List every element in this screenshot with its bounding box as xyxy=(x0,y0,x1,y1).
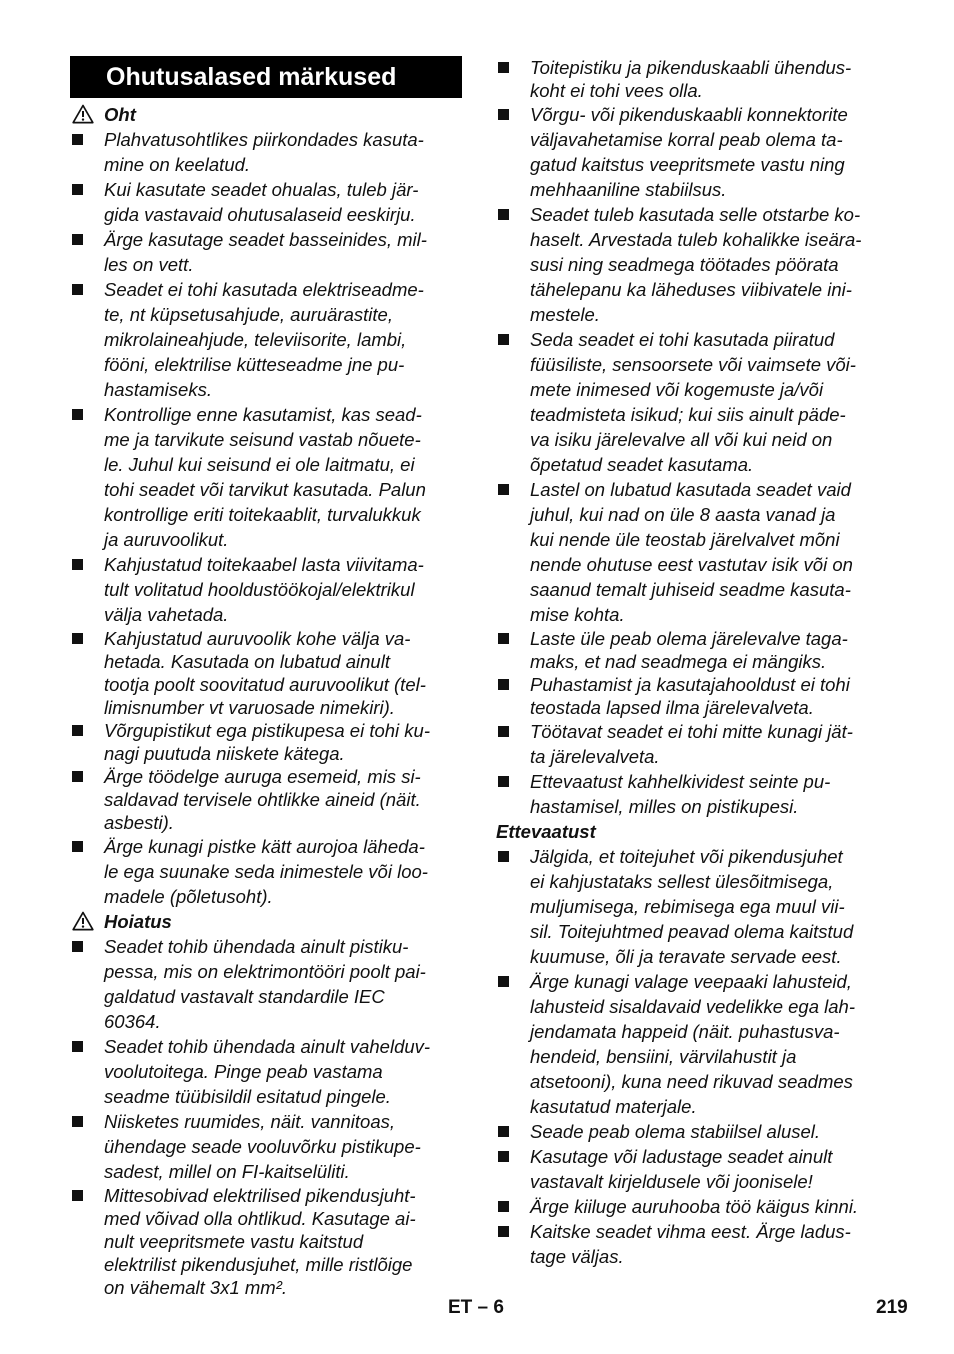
safety-list-item xyxy=(70,177,462,227)
item-text-line: Ärge töödelge auruga esemeid, mis si- xyxy=(104,766,421,787)
item-text-line: hastamiseks. xyxy=(104,379,212,400)
safety-list-item xyxy=(496,719,888,769)
item-text-line: tult volitatud hooldustöökojal/elektrikul xyxy=(104,579,415,600)
square-bullet-icon xyxy=(72,1116,83,1127)
safety-list-item xyxy=(70,227,462,277)
item-text-line: fööni, elektrilise kütteseadme jne pu- xyxy=(104,354,405,375)
square-bullet-icon xyxy=(72,1041,83,1052)
item-text-line: Toitepistiku ja pikenduskaabli ühendus- xyxy=(530,57,852,78)
safety-list-item xyxy=(496,477,888,627)
safety-list-item xyxy=(70,1109,462,1184)
warning-triangle-icon xyxy=(72,104,94,124)
item-text-line: on vähemalt 3x1 mm². xyxy=(104,1277,288,1298)
item-text-line: Kahjustatud auruvoolik kohe välja va- xyxy=(104,628,411,649)
item-text-line: atsetooni), kuna need rikuvad seadmes xyxy=(530,1071,853,1092)
item-text-line: saldavad tervisele ohtlikke aineid (näit. xyxy=(104,789,421,810)
item-text-line: õpetatud seadet kasutama. xyxy=(530,454,754,475)
item-text-line: maks, et nad seadmega ei mängiks. xyxy=(530,651,827,672)
item-text-line: voolutoitega. Pinge peab vastama xyxy=(104,1061,383,1082)
square-bullet-icon xyxy=(498,1151,509,1162)
item-text-line: ta järelevalveta. xyxy=(530,746,660,767)
item-text-line: kasutatud materjale. xyxy=(530,1096,697,1117)
warning-triangle-icon xyxy=(72,911,94,931)
safety-list-item xyxy=(70,127,462,177)
square-bullet-icon xyxy=(72,633,83,644)
safety-list-item xyxy=(496,969,888,1119)
safety-list-item xyxy=(496,673,888,719)
item-text-line: hastamisel, milles on pistikupesi. xyxy=(530,796,799,817)
item-text-line: Seade peab olema stabiilsel alusel. xyxy=(530,1121,821,1142)
item-text-line: va isiku järelevalve all või kui neid on xyxy=(530,429,833,450)
item-text-line: mete inimesed või kogemuste ja/või xyxy=(530,379,824,400)
item-text-line: lahusteid sisaldavaid vedelikke ega lah- xyxy=(530,996,855,1017)
safety-list-item xyxy=(70,552,462,627)
item-text-line: gatud kaitstus veepritsmete vastu ning xyxy=(530,154,845,175)
item-text-line: Laste üle peab olema järelevalve taga- xyxy=(530,628,848,649)
item-text-line: Lastel on lubatud kasutada seadet vaid xyxy=(530,479,851,500)
square-bullet-icon xyxy=(72,841,83,852)
item-text-line: le ega suunake seda inimestele või loo- xyxy=(104,861,428,882)
item-text-line: Puhastamist ja kasutajahooldust ei tohi xyxy=(530,674,850,695)
warning-heading-label: Hoiatus xyxy=(104,911,172,932)
item-text-line: madele (põletusoht). xyxy=(104,886,273,907)
safety-list-item xyxy=(496,56,888,102)
item-text-line: teadmisteta isikud; kui siis ainult päde- xyxy=(530,404,846,425)
item-text-line: nagi puutuda niiskete kätega. xyxy=(104,743,345,764)
item-text-line: saanud temalt juhiseid seadme kasuta- xyxy=(530,579,851,600)
item-text-line: Niisketes ruumides, näit. vannitoas, xyxy=(104,1111,395,1132)
warning-heading xyxy=(70,909,462,934)
item-text-line: seadme tüübisildil esitatud pingele. xyxy=(104,1086,391,1107)
square-bullet-icon xyxy=(498,334,509,345)
item-text-line: sadest, millel on FI-kaitselüliti. xyxy=(104,1161,350,1182)
safety-list-item xyxy=(496,102,888,202)
item-text-line: sil. Toitejuhtmed peavad olema kaitstud xyxy=(530,921,854,942)
item-text-line: mise kohta. xyxy=(530,604,625,625)
square-bullet-icon xyxy=(498,633,509,644)
item-text-line: juhul, kui nad on üle 8 aasta vanad ja xyxy=(530,504,836,525)
item-text-line: kontrollige eriti toitekaablit, turvalukkuk xyxy=(104,504,421,525)
square-bullet-icon xyxy=(498,209,509,220)
item-text-line: vastavalt kirjeldusele või joonisele! xyxy=(530,1171,813,1192)
item-text-line: Võrgupistikut ega pistikupesa ei tohi ku- xyxy=(104,720,430,741)
safety-list-item xyxy=(70,277,462,402)
square-bullet-icon xyxy=(72,771,83,782)
right-column xyxy=(496,56,888,1269)
square-bullet-icon xyxy=(498,976,509,987)
item-text-line: tage väljas. xyxy=(530,1246,624,1267)
item-text-line: asbesti). xyxy=(104,812,174,833)
safety-list-item xyxy=(70,719,462,765)
safety-list-item xyxy=(70,765,462,834)
square-bullet-icon xyxy=(498,109,509,120)
item-text-line: nult veepritsmete vastu kaitstud xyxy=(104,1231,364,1252)
item-text-line: galdatud vastavalt standardile IEC xyxy=(104,986,385,1007)
item-text-line: Ärge kiiluge auruhooba töö käigus kinni. xyxy=(530,1196,859,1217)
safety-list-item xyxy=(496,844,888,969)
item-text-line: mine on keelatud. xyxy=(104,154,251,175)
square-bullet-icon xyxy=(72,1190,83,1201)
safety-list-item xyxy=(496,1219,888,1269)
item-text-line: Ärge kasutage seadet basseinides, mil- xyxy=(104,229,427,250)
item-text-line: nende ohutuse eest vastutav isik või on xyxy=(530,554,853,575)
item-text-line: Jälgida, et toitejuhet või pikendusjuhet xyxy=(530,846,843,867)
safety-list-item xyxy=(70,1034,462,1109)
safety-list-item xyxy=(496,1194,888,1219)
item-text-line: Seadet tohib ühendada ainult pistiku- xyxy=(104,936,409,957)
item-text-line: susi ning seadmega töötades pöörata xyxy=(530,254,839,275)
safety-list-item xyxy=(70,627,462,719)
item-text-line: tootja poolt soovitatud auruvoolikut (tel- xyxy=(104,674,426,695)
item-text-line: Plahvatusohtlikes piirkondades kasuta- xyxy=(104,129,424,150)
safety-list-item xyxy=(70,402,462,552)
item-text-line: Seadet tuleb kasutada selle otstarbe ko- xyxy=(530,204,861,225)
left-column xyxy=(70,56,462,1299)
item-text-line: Võrgu- või pikenduskaabli konnektorite xyxy=(530,104,848,125)
item-text-line: pessa, mis on elektrimontööri poolt pai- xyxy=(104,961,426,982)
item-text-line: Mittesobivad elektrilised pikendusjuht- xyxy=(104,1185,416,1206)
item-text-line: Seda seadet ei tohi kasutada piiratud xyxy=(530,329,835,350)
item-text-line: les on vett. xyxy=(104,254,194,275)
safety-list-item xyxy=(496,1144,888,1194)
safety-list-item xyxy=(496,627,888,673)
square-bullet-icon xyxy=(72,941,83,952)
item-text-line: ja auruvoolikut. xyxy=(104,529,229,550)
safety-list-item xyxy=(496,327,888,477)
square-bullet-icon xyxy=(498,484,509,495)
safety-list-item xyxy=(496,1119,888,1144)
item-text-line: ühendage seade vooluvõrku pistikupe- xyxy=(104,1136,421,1157)
square-bullet-icon xyxy=(498,776,509,787)
item-text-line: le. Juhul kui seisund ei ole laitmatu, ei xyxy=(104,454,415,475)
page-title: Ohutusalased märkused xyxy=(70,56,462,98)
item-text-line: ei kahjustataks sellest ülesõitmisega, xyxy=(530,871,834,892)
footer-page-number: 219 xyxy=(876,1297,908,1318)
item-text-line: Seadet tohib ühendada ainult vahelduv- xyxy=(104,1036,431,1057)
safety-list-item xyxy=(70,1184,462,1299)
caution-heading: Ettevaatust xyxy=(496,821,596,842)
item-text-line: kui nende üle teostab järelvalvet mõni xyxy=(530,529,840,550)
warning-heading xyxy=(70,102,462,127)
item-text-line: elektrilist pikendusjuhet, mille ristlõige xyxy=(104,1254,413,1275)
item-text-line: Kasutage või ladustage seadet ainult xyxy=(530,1146,833,1167)
item-text-line: Ärge kunagi valage veepaaki lahusteid, xyxy=(530,971,852,992)
item-text-line: Kahjustatud toitekaabel lasta viivitama- xyxy=(104,554,424,575)
safety-list-item xyxy=(70,834,462,909)
item-text-line: teostada lapsed ilma järelevalveta. xyxy=(530,697,814,718)
square-bullet-icon xyxy=(498,1201,509,1212)
item-text-line: väljavahetamise korral peab olema ta- xyxy=(530,129,843,150)
item-text-line: Ettevaatust kahhelkividest seinte pu- xyxy=(530,771,831,792)
square-bullet-icon xyxy=(72,134,83,145)
item-text-line: 60364. xyxy=(104,1011,161,1032)
square-bullet-icon xyxy=(498,726,509,737)
square-bullet-icon xyxy=(72,184,83,195)
safety-list-item xyxy=(496,202,888,327)
square-bullet-icon xyxy=(498,1226,509,1237)
item-text-line: kuumuse, õli ja teravate servade eest. xyxy=(530,946,842,967)
item-text-line: limisnumber vt varuosade nimekiri). xyxy=(104,697,395,718)
square-bullet-icon xyxy=(498,851,509,862)
item-text-line: koht ei tohi vees olla. xyxy=(530,80,703,101)
item-text-line: gida vastavaid ohutusalaseid eeskirju. xyxy=(104,204,416,225)
square-bullet-icon xyxy=(72,234,83,245)
item-text-line: me ja tarvikute seisund vastab nõuete- xyxy=(104,429,421,450)
square-bullet-icon xyxy=(72,284,83,295)
item-text-line: Kontrollige enne kasutamist, kas sead- xyxy=(104,404,422,425)
item-text-line: mestele. xyxy=(530,304,600,325)
square-bullet-icon xyxy=(72,409,83,420)
item-text-line: tohi seadet või tarvikut kasutada. Palun xyxy=(104,479,426,500)
item-text-line: Ärge kunagi pistke kätt aurojoa läheda- xyxy=(104,836,425,857)
item-text-line: Kui kasutate seadet ohualas, tuleb jär- xyxy=(104,179,419,200)
item-text-line: tähelepanu ka läheduses viibivatele ini- xyxy=(530,279,852,300)
safety-list-item xyxy=(70,934,462,1034)
item-text-line: Töötavat seadet ei tohi mitte kunagi jät- xyxy=(530,721,853,742)
left-safety-list xyxy=(70,102,462,1299)
item-text-line: haselt. Arvestada tuleb kohalikke iseära- xyxy=(530,229,862,250)
item-text-line: mehhaaniline stabiilsus. xyxy=(530,179,727,200)
item-text-line: mikrolaineahjude, televiisorite, lambi, xyxy=(104,329,407,350)
item-text-line: med võivad olla ohtlikud. Kasutage ai- xyxy=(104,1208,416,1229)
right-safety-list xyxy=(496,56,888,1269)
square-bullet-icon xyxy=(498,679,509,690)
safety-list-item xyxy=(496,769,888,819)
item-text-line: füüsiliste, sensoorsete või vaimsete või- xyxy=(530,354,856,375)
square-bullet-icon xyxy=(72,559,83,570)
item-text-line: hetada. Kasutada on lubatud ainult xyxy=(104,651,390,672)
item-text-line: välja vahetada. xyxy=(104,604,229,625)
square-bullet-icon xyxy=(498,1126,509,1137)
item-text-line: muljumisega, rebimisega ega muul vii- xyxy=(530,896,845,917)
item-text-line: Seadet ei tohi kasutada elektriseadme- xyxy=(104,279,424,300)
item-text-line: jendamata happeid (näit. puhastusva- xyxy=(530,1021,840,1042)
warning-heading-label: Oht xyxy=(104,104,136,125)
item-text-line: hendeid, bensiini, värvilahustit ja xyxy=(530,1046,797,1067)
item-text-line: Kaitske seadet vihma eest. Ärge ladus- xyxy=(530,1221,851,1242)
item-text-line: te, nt küpsetusahjude, auruärastite, xyxy=(104,304,393,325)
square-bullet-icon xyxy=(72,725,83,736)
footer-section-code: ET – 6 xyxy=(448,1297,504,1318)
square-bullet-icon xyxy=(498,62,509,73)
